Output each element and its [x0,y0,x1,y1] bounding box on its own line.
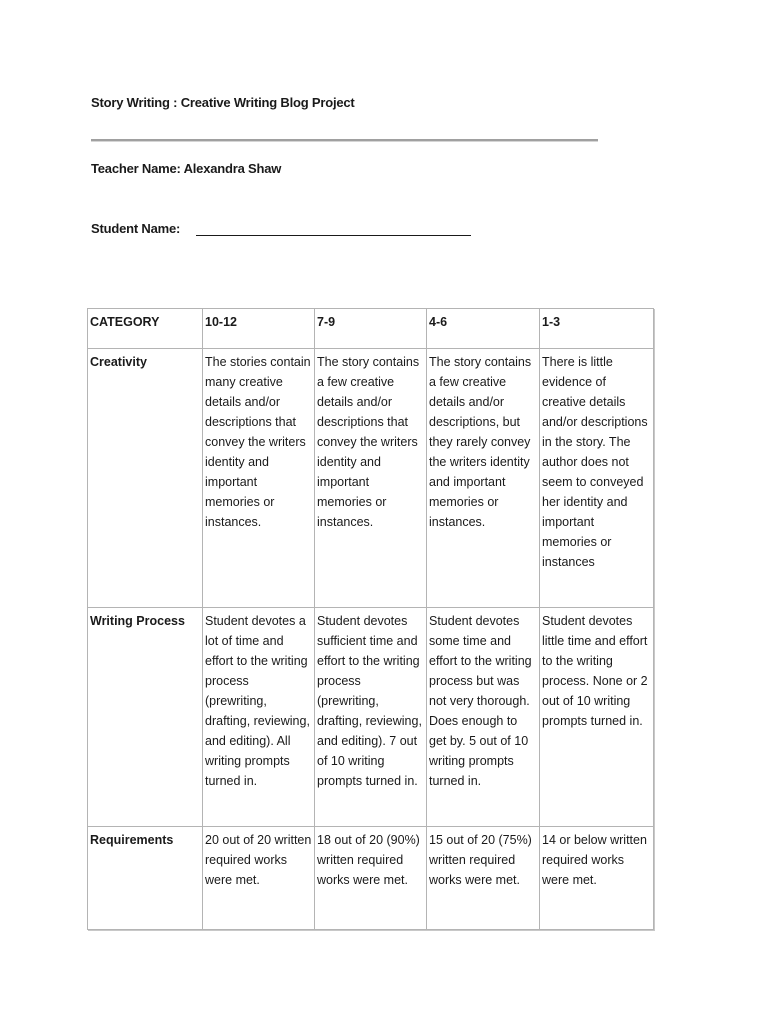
category-cell: Creativity [88,349,203,608]
rubric-cell: The story contains a few creative details and/or descriptions, but they rarely convey the writers identity and important memories or instances. [427,349,540,608]
rubric-row-creativity [88,349,654,608]
rubric-cell: Student devotes some time and effort to the writing process but was not very thorough. Does enough to get by. 5 out of 10 writing prompts turned in. [427,608,540,827]
rubric-cell: The story contains a few creative details and/or descriptions that convey the writers identity and important memories or instances. [315,349,427,608]
rubric-cell: The stories contain many creative details and/or descriptions that convey the writers identity and important memories or instances. [203,349,315,608]
header-score-1-3: 1-3 [540,309,654,349]
rubric-cell: 18 out of 20 (90%) written required works were met. [315,827,427,930]
rubric-cell: 20 out of 20 written required works were met. [203,827,315,930]
header-score-7-9: 7-9 [315,309,427,349]
header-score-10-12: 10-12 [203,309,315,349]
rubric-header-row [88,309,654,349]
rubric-cell: Student devotes little time and effort to the writing process. None or 2 out of 10 writing prompts turned in. [540,608,654,827]
student-name-label: Student Name: [91,221,181,236]
header-score-4-6: 4-6 [427,309,540,349]
teacher-name: Teacher Name: Alexandra Shaw [91,161,282,176]
rubric-row-writing-process [88,608,654,827]
student-name-blank [196,222,471,236]
rubric-row-requirements [88,827,654,930]
rubric-cell: 14 or below written required works were met. [540,827,654,930]
category-cell: Writing Process [88,608,203,827]
student-name-row [91,221,471,236]
page-title: Story Writing : Creative Writing Blog Project [91,95,355,110]
title-divider [91,139,598,141]
rubric-cell: There is little evidence of creative details and/or descriptions in the story. The author does not seem to conveyed her identity and important memories or instances [540,349,654,608]
header-category: CATEGORY [88,309,203,349]
category-cell: Requirements [88,827,203,930]
rubric-cell: Student devotes sufficient time and effort to the writing process (prewriting, drafting, reviewing, and editing). 7 out of 10 writing prompts turned in. [315,608,427,827]
rubric-cell: Student devotes a lot of time and effort to the writing process (prewriting, drafting, reviewing, and editing). All writing prompts turned in. [203,608,315,827]
rubric-table [87,308,654,930]
rubric-cell: 15 out of 20 (75%) written required works were met. [427,827,540,930]
